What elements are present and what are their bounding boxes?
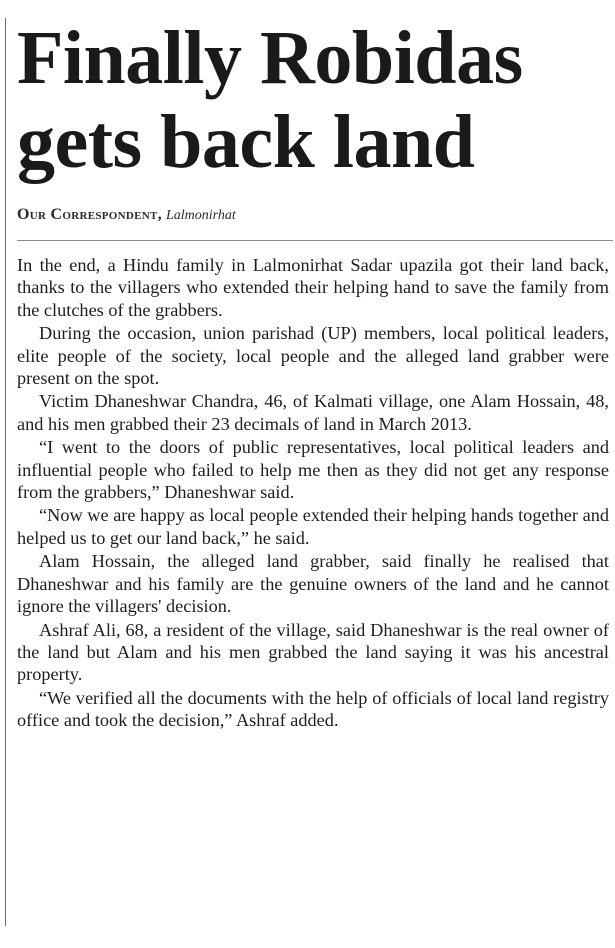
article-paragraph-4: “I went to the doors of public representatives, local political leaders and influential people who failed to help me then as they did not get any response from the grabbers,” Dhaneshwar said. [17,437,609,503]
byline-divider [17,240,613,241]
headline [17,16,612,184]
column-rule [5,18,6,926]
article-paragraph-5: “Now we are happy as local people extended their helping hands together and helped us to get our land back,” he said. [17,505,609,548]
article-paragraph-2: During the occasion, union parishad (UP) members, local political leaders, elite people of the society, local people and the alleged land grabber were present on the spot. [17,323,609,389]
article-paragraph-1: In the end, a Hindu family in Lalmonirhat Sadar upazila got their land back, thanks to the villagers who extended their helping hand to save the family from the clutches of the grabbers. [17,255,609,320]
byline-place: Lalmonirhat [165,208,236,223]
article-paragraph-7: Ashraf Ali, 68, a resident of the village, said Dhaneshwar is the real owner of the land but Alam and his men grabbed the land saying it was his ancestral property. [17,619,609,685]
byline [17,204,236,227]
article-paragraph-3: Victim Dhaneshwar Chandra, 46, of Kalmati village, one Alam Hossain, 48, and his men grabbed their 23 decimals of land in March 2013. [17,391,609,434]
headline-line-2: gets back land [17,100,475,184]
article-body [17,254,609,733]
headline-line-1: Finally Robidas [17,16,523,100]
article-paragraph-8: “We verified all the documents with the help of officials of local land registry office and took the decision,” Ashraf added. [17,687,609,731]
byline-author: Our Correspondent, [17,206,162,223]
article-paragraph-6: Alam Hossain, the alleged land grabber, said finally he realised that Dhaneshwar and his family are the genuine owners of the land and he cannot ignore the villagers' decision. [17,551,609,617]
